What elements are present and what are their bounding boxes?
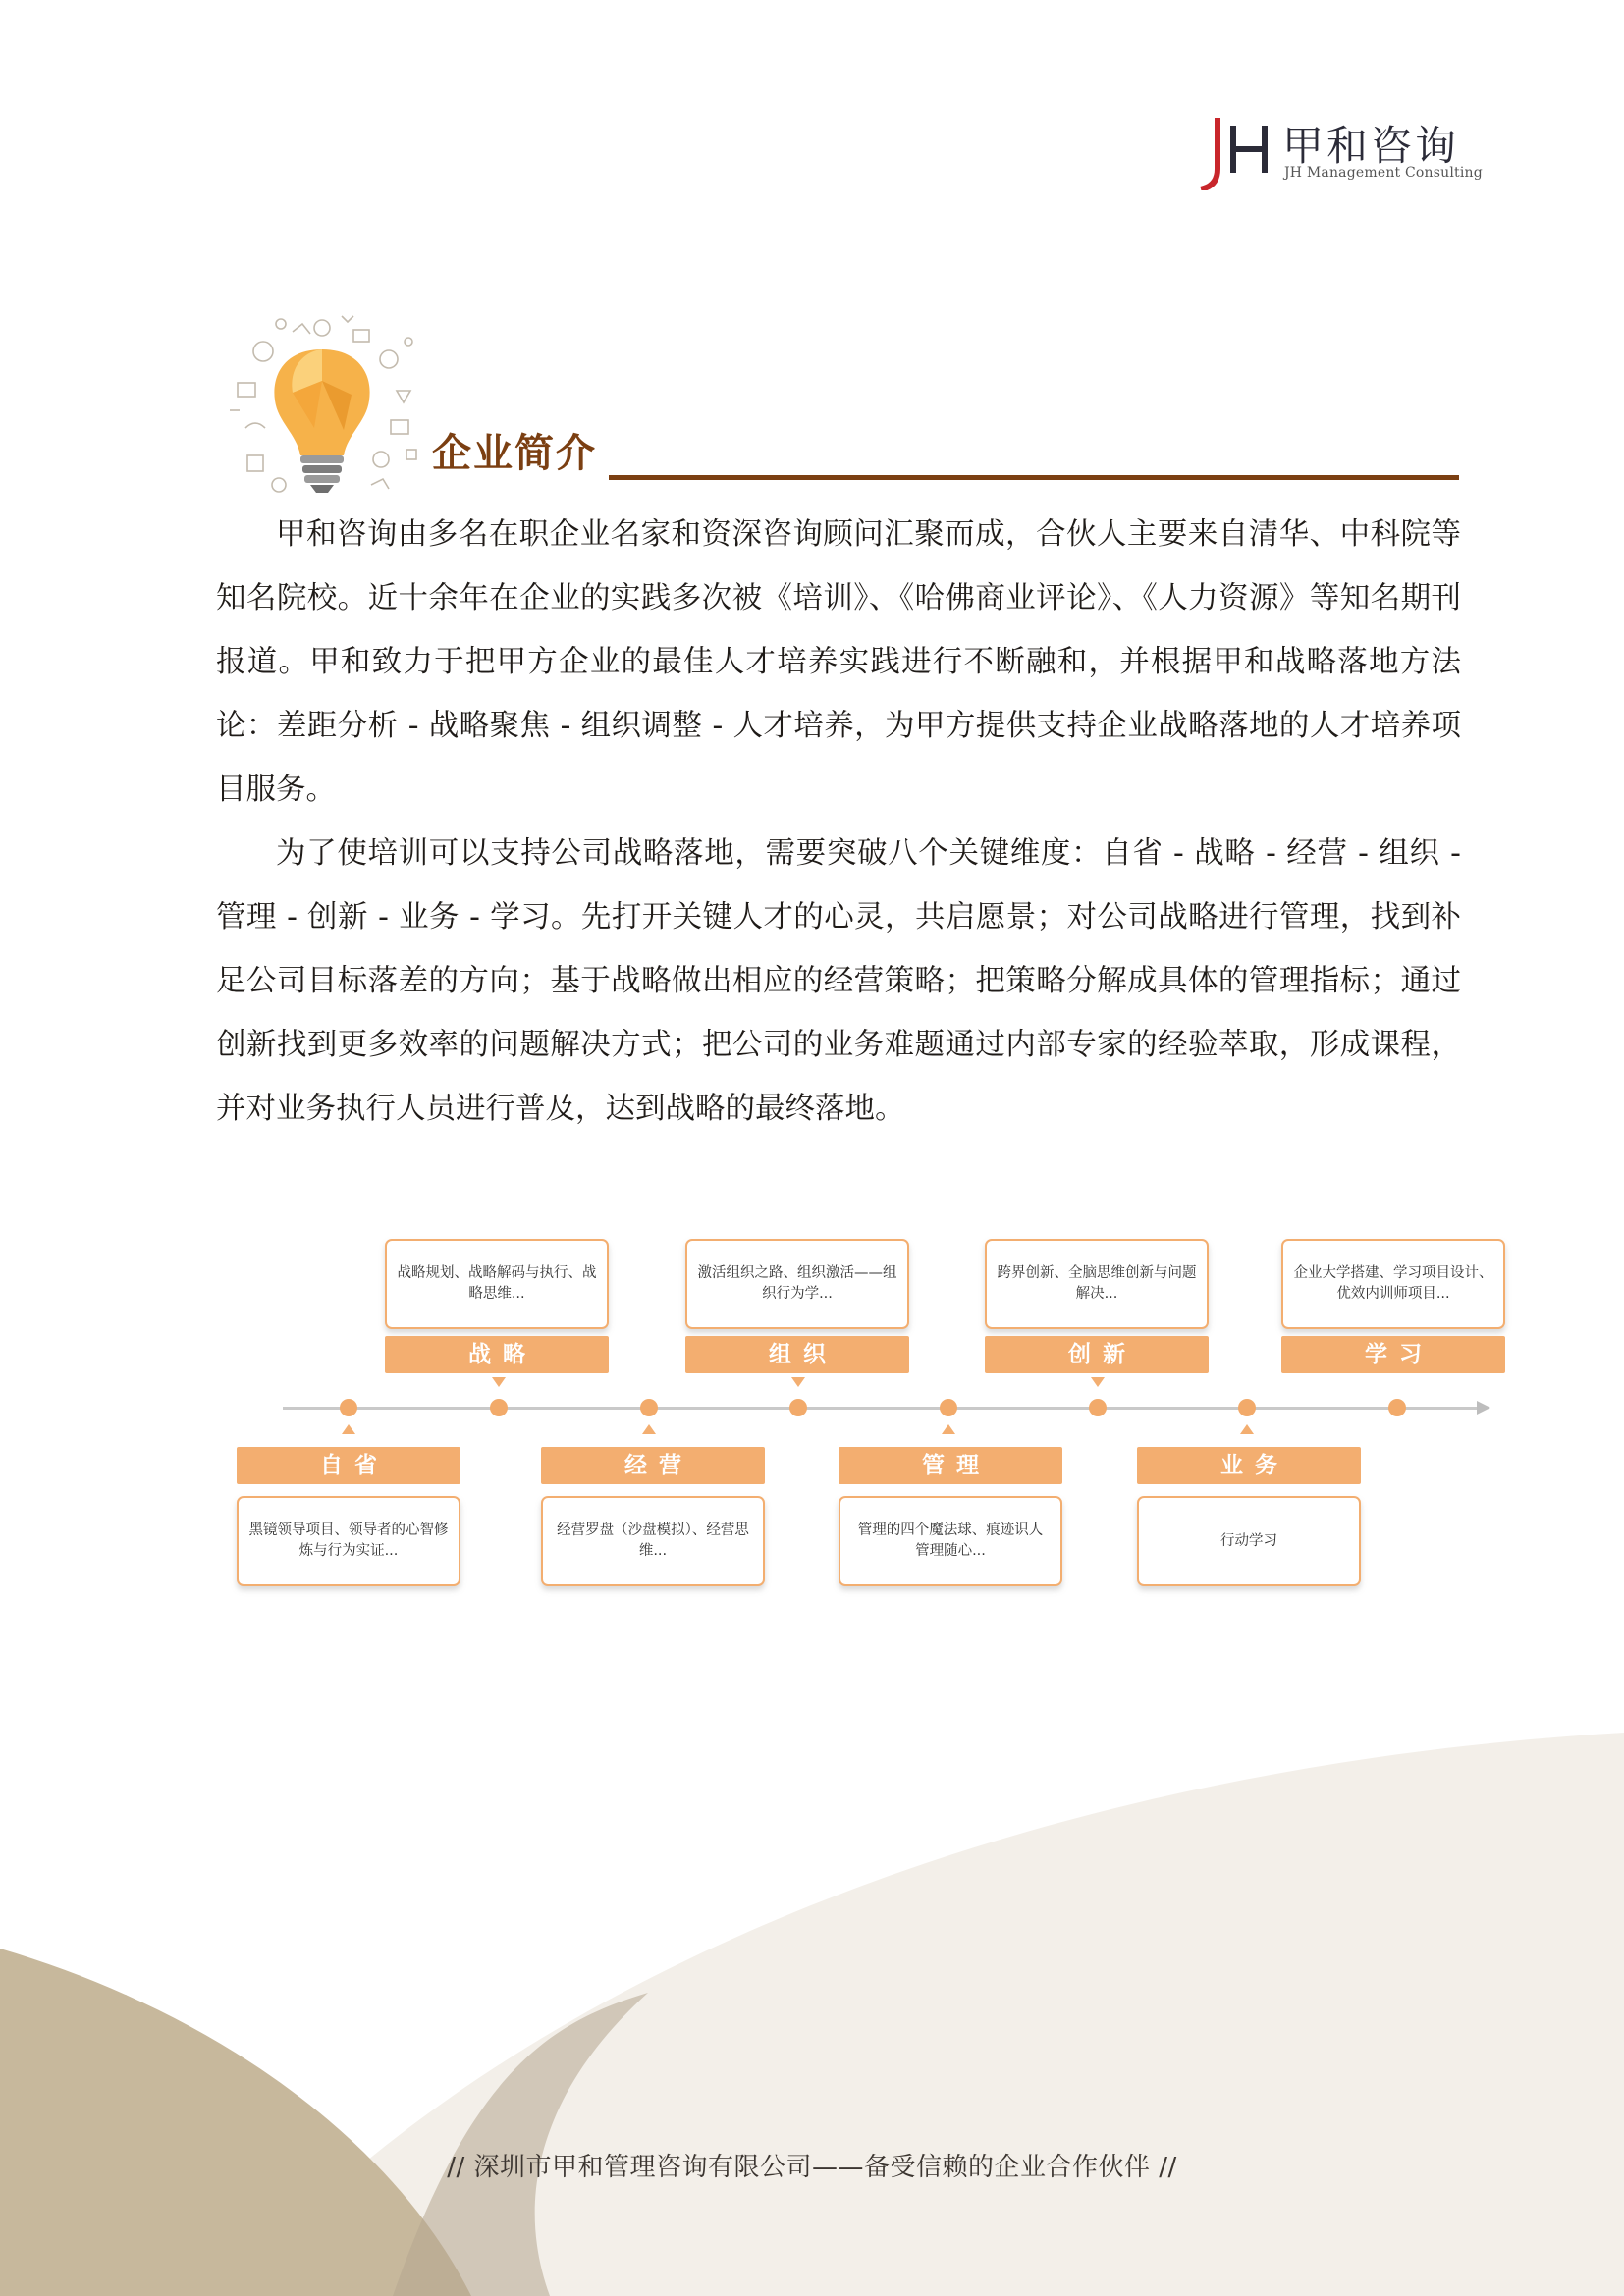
title-underline bbox=[609, 475, 1459, 480]
lightbulb-icon bbox=[224, 312, 420, 499]
stage-label-business: 业务 bbox=[1137, 1447, 1361, 1484]
pointer-up-icon bbox=[942, 1424, 955, 1434]
timeline-arrow-icon bbox=[1477, 1401, 1490, 1415]
intro-text bbox=[216, 503, 1461, 1141]
timeline-dot bbox=[789, 1399, 807, 1416]
intro-paragraph: 为了使培训可以支持公司战略落地，需要突破八个关键维度：自省 - 战略 - 经营 - 组织 - 管理 - 创新 - 业务 - 学习。先打开关键人才的心灵，共启愿景；对公司战略进行管理，找到补足公司目标落差的方向；基于战略做出相应的经营策略；把策略分解成具体的管理指标；通过创新找到更多效率的问题解决方式；把公司的业务难题通过内部专家的经验萃取，形成课程，并对业务执行人员进行普及，达到战略的最终落地。 bbox=[216, 836, 1461, 1126]
stage-desc-learning: 企业大学搭建、学习项目设计、优效内训师项目... bbox=[1281, 1239, 1505, 1329]
pointer-down-icon bbox=[1091, 1377, 1105, 1387]
intro-paragraph: 甲和咨询由多名在职企业名家和资深咨询顾问汇聚而成，合伙人主要来自清华、中科院等知名院校。近十余年在企业的实践多次被《培训》、《哈佛商业评论》、《人力资源》等知名期刊报道。甲和致力于把甲方企业的最佳人才培养实践进行不断融和，并根据甲和战略落地方法论：差距分析 - 战略聚焦 - 组织调整 - 人才培养，为甲方提供支持企业战略落地的人才培养项目服务。 bbox=[216, 517, 1461, 807]
stage-desc-ziseng: 黑镜领导项目、领导者的心智修炼与行为实证... bbox=[237, 1496, 460, 1586]
stage-label-innovation: 创新 bbox=[985, 1336, 1209, 1373]
logo-name-en: JH Management Consulting bbox=[1284, 165, 1483, 181]
section-title: 企业简介 bbox=[432, 431, 597, 476]
timeline-dot bbox=[1388, 1399, 1406, 1416]
pointer-up-icon bbox=[342, 1424, 355, 1434]
timeline-dot bbox=[490, 1399, 508, 1416]
stage-label-learning: 学习 bbox=[1281, 1336, 1505, 1373]
stage-desc-management: 管理的四个魔法球、痕迹识人 管理随心... bbox=[839, 1496, 1062, 1586]
stage-label-ziseng: 自省 bbox=[237, 1447, 460, 1484]
timeline-dot bbox=[940, 1399, 957, 1416]
timeline-dot bbox=[340, 1399, 357, 1416]
jh-logo-mark bbox=[1200, 118, 1278, 190]
logo-name-cn: 甲和咨询 bbox=[1282, 122, 1460, 170]
company-logo bbox=[1200, 110, 1483, 194]
stage-desc-innovation: 跨界创新、全脑思维创新与问题解决... bbox=[985, 1239, 1209, 1329]
timeline-axis bbox=[283, 1407, 1479, 1410]
stage-label-strategy: 战略 bbox=[385, 1336, 609, 1373]
stage-label-operation: 经营 bbox=[541, 1447, 765, 1484]
stage-desc-operation: 经营罗盘（沙盘模拟）、经营思维... bbox=[541, 1496, 765, 1586]
timeline-dot bbox=[1238, 1399, 1256, 1416]
stage-desc-strategy: 战略规划、战略解码与执行、战略思维... bbox=[385, 1239, 609, 1329]
swoosh-tan bbox=[0, 1949, 471, 2296]
timeline-dot bbox=[1089, 1399, 1107, 1416]
pointer-up-icon bbox=[1240, 1424, 1254, 1434]
pointer-down-icon bbox=[791, 1377, 805, 1387]
pointer-down-icon bbox=[492, 1377, 506, 1387]
timeline-dot bbox=[640, 1399, 658, 1416]
stage-label-organization: 组织 bbox=[685, 1336, 909, 1373]
stage-desc-organization: 激活组织之路、组织激活——组织行为学... bbox=[685, 1239, 909, 1329]
footer-slogan: // 深圳市甲和管理咨询有限公司——备受信赖的企业合作伙伴 // bbox=[447, 2153, 1177, 2182]
pointer-up-icon bbox=[642, 1424, 656, 1434]
stage-desc-business: 行动学习 bbox=[1137, 1496, 1361, 1586]
stage-label-management: 管理 bbox=[839, 1447, 1062, 1484]
